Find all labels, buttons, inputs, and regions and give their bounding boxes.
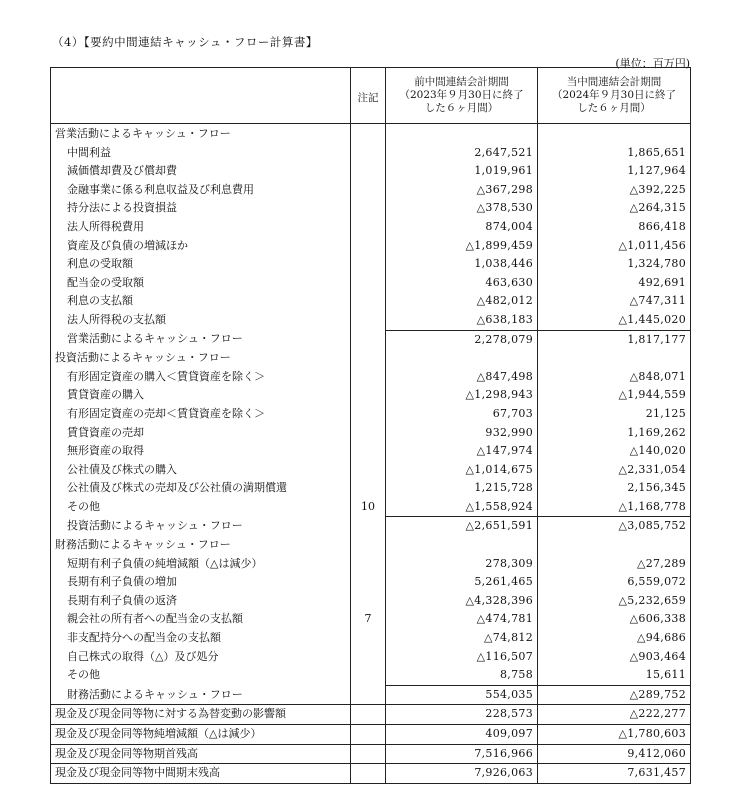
row-current-value: 1,817,177 bbox=[538, 330, 691, 349]
row-current-value: △1,168,778 bbox=[538, 498, 691, 517]
row-current-value: 6,559,072 bbox=[538, 573, 691, 592]
table-row bbox=[51, 255, 691, 274]
row-prior-value: △1,298,943 bbox=[386, 386, 538, 405]
table-row bbox=[51, 555, 691, 574]
table-row bbox=[51, 685, 691, 705]
row-current-value: △289,752 bbox=[538, 685, 691, 705]
row-label: 営業活動によるキャッシュ・フロー bbox=[51, 330, 351, 349]
header-note: 注記 bbox=[351, 68, 386, 124]
row-prior-value: 228,573 bbox=[386, 705, 538, 725]
table-row bbox=[51, 648, 691, 667]
row-note bbox=[351, 237, 386, 256]
row-note bbox=[351, 592, 386, 611]
row-prior-value: △4,328,396 bbox=[386, 592, 538, 611]
unit-label: (単位：百万円) bbox=[615, 57, 690, 70]
row-label: その他 bbox=[51, 498, 351, 517]
row-current-value: 1,865,651 bbox=[538, 144, 691, 163]
row-prior-value bbox=[386, 349, 538, 368]
row-current-value: △1,944,559 bbox=[538, 386, 691, 405]
row-current-value: △747,311 bbox=[538, 292, 691, 311]
row-note bbox=[351, 311, 386, 330]
table-row bbox=[51, 424, 691, 443]
table-row bbox=[51, 517, 691, 536]
row-label: 自己株式の取得（△）及び処分 bbox=[51, 648, 351, 667]
header-prior-period bbox=[386, 68, 538, 124]
row-label: 賃貸資産の売却 bbox=[51, 424, 351, 443]
row-note bbox=[351, 349, 386, 368]
table-header-row bbox=[51, 68, 691, 124]
row-note bbox=[351, 555, 386, 574]
table-row bbox=[51, 237, 691, 256]
row-prior-value: △1,899,459 bbox=[386, 237, 538, 256]
row-note bbox=[351, 405, 386, 424]
row-current-value: △1,780,603 bbox=[538, 725, 691, 745]
row-label: 短期有利子負債の純増減額（△は減少） bbox=[51, 555, 351, 574]
row-prior-value: △638,183 bbox=[386, 311, 538, 330]
row-label: 現金及び現金同等物に対する為替変動の影響額 bbox=[51, 705, 351, 725]
row-prior-value: 1,038,446 bbox=[386, 255, 538, 274]
row-prior-value: 7,926,063 bbox=[386, 764, 538, 784]
row-note bbox=[351, 479, 386, 498]
row-note bbox=[351, 424, 386, 443]
row-label: その他 bbox=[51, 666, 351, 685]
row-prior-value: 874,004 bbox=[386, 218, 538, 237]
row-prior-value: 2,647,521 bbox=[386, 144, 538, 163]
table-row bbox=[51, 162, 691, 181]
row-label: 法人所得税費用 bbox=[51, 218, 351, 237]
row-prior-value: 5,261,465 bbox=[386, 573, 538, 592]
row-label: 法人所得税の支払額 bbox=[51, 311, 351, 330]
row-note bbox=[351, 685, 386, 705]
row-current-value: △3,085,752 bbox=[538, 517, 691, 536]
row-current-value: △222,277 bbox=[538, 705, 691, 725]
table-row bbox=[51, 368, 691, 387]
row-note bbox=[351, 536, 386, 555]
row-note bbox=[351, 666, 386, 685]
table-row bbox=[51, 573, 691, 592]
row-prior-value: 278,309 bbox=[386, 555, 538, 574]
row-note bbox=[351, 517, 386, 536]
row-current-value bbox=[538, 349, 691, 368]
table-row bbox=[51, 292, 691, 311]
row-label: 財務活動によるキャッシュ・フロー bbox=[51, 536, 351, 555]
row-current-value: △903,464 bbox=[538, 648, 691, 667]
header-current-period bbox=[538, 68, 691, 124]
row-label: 持分法による投資損益 bbox=[51, 199, 351, 218]
row-current-value bbox=[538, 124, 691, 144]
row-label: 長期有利子負債の増加 bbox=[51, 573, 351, 592]
row-label: 公社債及び株式の売却及び公社債の満期償還 bbox=[51, 479, 351, 498]
row-prior-value: 8,758 bbox=[386, 666, 538, 685]
row-label: 投資活動によるキャッシュ・フロー bbox=[51, 349, 351, 368]
row-current-value: 1,169,262 bbox=[538, 424, 691, 443]
row-note bbox=[351, 744, 386, 764]
header-current-line-1: 当中間連結会計期間 bbox=[566, 76, 662, 88]
row-current-value: △848,071 bbox=[538, 368, 691, 387]
row-note bbox=[351, 629, 386, 648]
row-label: 営業活動によるキャッシュ・フロー bbox=[51, 124, 351, 144]
row-label: 現金及び現金同等物純増減額（△は減少） bbox=[51, 725, 351, 745]
row-current-value: 2,156,345 bbox=[538, 479, 691, 498]
table-row bbox=[51, 536, 691, 555]
row-prior-value: 67,703 bbox=[386, 405, 538, 424]
table-row bbox=[51, 479, 691, 498]
row-current-value: 1,324,780 bbox=[538, 255, 691, 274]
table-row bbox=[51, 405, 691, 424]
row-current-value: △27,289 bbox=[538, 555, 691, 574]
row-prior-value: 1,019,961 bbox=[386, 162, 538, 181]
row-current-value: △2,331,054 bbox=[538, 461, 691, 480]
table-row bbox=[51, 705, 691, 725]
header-prior-line-1: 前中間連結会計期間 bbox=[414, 76, 509, 88]
table-row bbox=[51, 144, 691, 163]
header-prior-line-3: した６ヶ月間） bbox=[424, 102, 499, 114]
row-current-value: 492,691 bbox=[538, 274, 691, 293]
table-row bbox=[51, 610, 691, 629]
row-current-value: △94,686 bbox=[538, 629, 691, 648]
row-label: 資産及び負債の増減ほか bbox=[51, 237, 351, 256]
row-current-value: △5,232,659 bbox=[538, 592, 691, 611]
row-current-value: 9,412,060 bbox=[538, 744, 691, 764]
row-note bbox=[351, 181, 386, 200]
table-row bbox=[51, 181, 691, 200]
row-prior-value: △2,651,591 bbox=[386, 517, 538, 536]
row-label: 賃貸資産の購入 bbox=[51, 386, 351, 405]
row-label: 公社債及び株式の購入 bbox=[51, 461, 351, 480]
row-note bbox=[351, 144, 386, 163]
row-prior-value: △378,530 bbox=[386, 199, 538, 218]
table-row bbox=[51, 218, 691, 237]
table-row bbox=[51, 461, 691, 480]
row-prior-value: 932,990 bbox=[386, 424, 538, 443]
row-prior-value bbox=[386, 536, 538, 555]
row-label: 配当金の受取額 bbox=[51, 274, 351, 293]
row-prior-value: △482,012 bbox=[386, 292, 538, 311]
table-row bbox=[51, 199, 691, 218]
row-label: 有形固定資産の売却＜賃貸資産を除く＞ bbox=[51, 405, 351, 424]
row-prior-value: 1,215,728 bbox=[386, 479, 538, 498]
table-row bbox=[51, 124, 691, 144]
row-note bbox=[351, 199, 386, 218]
row-prior-value: 2,278,079 bbox=[386, 330, 538, 349]
row-current-value: 21,125 bbox=[538, 405, 691, 424]
row-current-value bbox=[538, 536, 691, 555]
row-label: 現金及び現金同等物期首残高 bbox=[51, 744, 351, 764]
row-prior-value: 463,630 bbox=[386, 274, 538, 293]
header-label-column bbox=[51, 68, 351, 124]
row-label: 財務活動によるキャッシュ・フロー bbox=[51, 685, 351, 705]
table-row bbox=[51, 330, 691, 349]
table-row bbox=[51, 349, 691, 368]
row-note bbox=[351, 764, 386, 784]
row-prior-value: △367,298 bbox=[386, 181, 538, 200]
table-body bbox=[51, 124, 691, 784]
row-current-value: △392,225 bbox=[538, 181, 691, 200]
table-row bbox=[51, 498, 691, 517]
header-current-line-2: （2024年９月30日に終了 bbox=[551, 89, 677, 101]
table-row bbox=[51, 764, 691, 784]
statement-title: （4）【要約中間連結キャッシュ・フロー計算書】 bbox=[52, 35, 318, 49]
row-current-value: △1,011,456 bbox=[538, 237, 691, 256]
row-prior-value: △1,014,675 bbox=[386, 461, 538, 480]
row-label: 利息の支払額 bbox=[51, 292, 351, 311]
table-row bbox=[51, 386, 691, 405]
table-row bbox=[51, 629, 691, 648]
row-current-value: 7,631,457 bbox=[538, 764, 691, 784]
row-note bbox=[351, 573, 386, 592]
row-note bbox=[351, 386, 386, 405]
row-note bbox=[351, 368, 386, 387]
row-note bbox=[351, 124, 386, 144]
row-prior-value: △74,812 bbox=[386, 629, 538, 648]
header-prior-line-2: （2023年９月30日に終了 bbox=[399, 89, 524, 101]
row-current-value: △606,338 bbox=[538, 610, 691, 629]
row-note bbox=[351, 274, 386, 293]
row-current-value: △264,315 bbox=[538, 199, 691, 218]
table-row bbox=[51, 666, 691, 685]
row-note bbox=[351, 648, 386, 667]
row-current-value: 1,127,964 bbox=[538, 162, 691, 181]
table-row bbox=[51, 744, 691, 764]
row-note bbox=[351, 725, 386, 745]
row-note bbox=[351, 705, 386, 725]
row-label: 減価償却費及び償却費 bbox=[51, 162, 351, 181]
table-row bbox=[51, 442, 691, 461]
row-prior-value: △1,558,924 bbox=[386, 498, 538, 517]
row-prior-value: △847,498 bbox=[386, 368, 538, 387]
row-prior-value: △116,507 bbox=[386, 648, 538, 667]
row-note bbox=[351, 461, 386, 480]
row-current-value: △1,445,020 bbox=[538, 311, 691, 330]
row-label: 非支配持分への配当金の支払額 bbox=[51, 629, 351, 648]
row-note bbox=[351, 162, 386, 181]
row-prior-value: 409,097 bbox=[386, 725, 538, 745]
row-prior-value: 554,035 bbox=[386, 685, 538, 705]
row-label: 長期有利子負債の返済 bbox=[51, 592, 351, 611]
row-label: 現金及び現金同等物中間期末残高 bbox=[51, 764, 351, 784]
table-row bbox=[51, 311, 691, 330]
table-row bbox=[51, 592, 691, 611]
row-label: 利息の受取額 bbox=[51, 255, 351, 274]
row-label: 有形固定資産の購入＜賃貸資産を除く＞ bbox=[51, 368, 351, 387]
row-note bbox=[351, 292, 386, 311]
row-label: 金融事業に係る利息収益及び利息費用 bbox=[51, 181, 351, 200]
row-prior-value: 7,516,966 bbox=[386, 744, 538, 764]
row-current-value: 866,418 bbox=[538, 218, 691, 237]
row-label: 親会社の所有者への配当金の支払額 bbox=[51, 610, 351, 629]
row-note bbox=[351, 442, 386, 461]
row-label: 中間利益 bbox=[51, 144, 351, 163]
cash-flow-table bbox=[50, 67, 691, 784]
row-current-value: △140,020 bbox=[538, 442, 691, 461]
table-row bbox=[51, 274, 691, 293]
row-prior-value: △474,781 bbox=[386, 610, 538, 629]
table-row bbox=[51, 725, 691, 745]
row-current-value: 15,611 bbox=[538, 666, 691, 685]
row-label: 無形資産の取得 bbox=[51, 442, 351, 461]
header-current-line-3: した６ヶ月間） bbox=[577, 102, 651, 114]
row-note bbox=[351, 330, 386, 349]
row-prior-value: △147,974 bbox=[386, 442, 538, 461]
row-note: 7 bbox=[351, 610, 386, 629]
row-note bbox=[351, 255, 386, 274]
row-note bbox=[351, 218, 386, 237]
row-prior-value bbox=[386, 124, 538, 144]
row-note: 10 bbox=[351, 498, 386, 517]
row-label: 投資活動によるキャッシュ・フロー bbox=[51, 517, 351, 536]
